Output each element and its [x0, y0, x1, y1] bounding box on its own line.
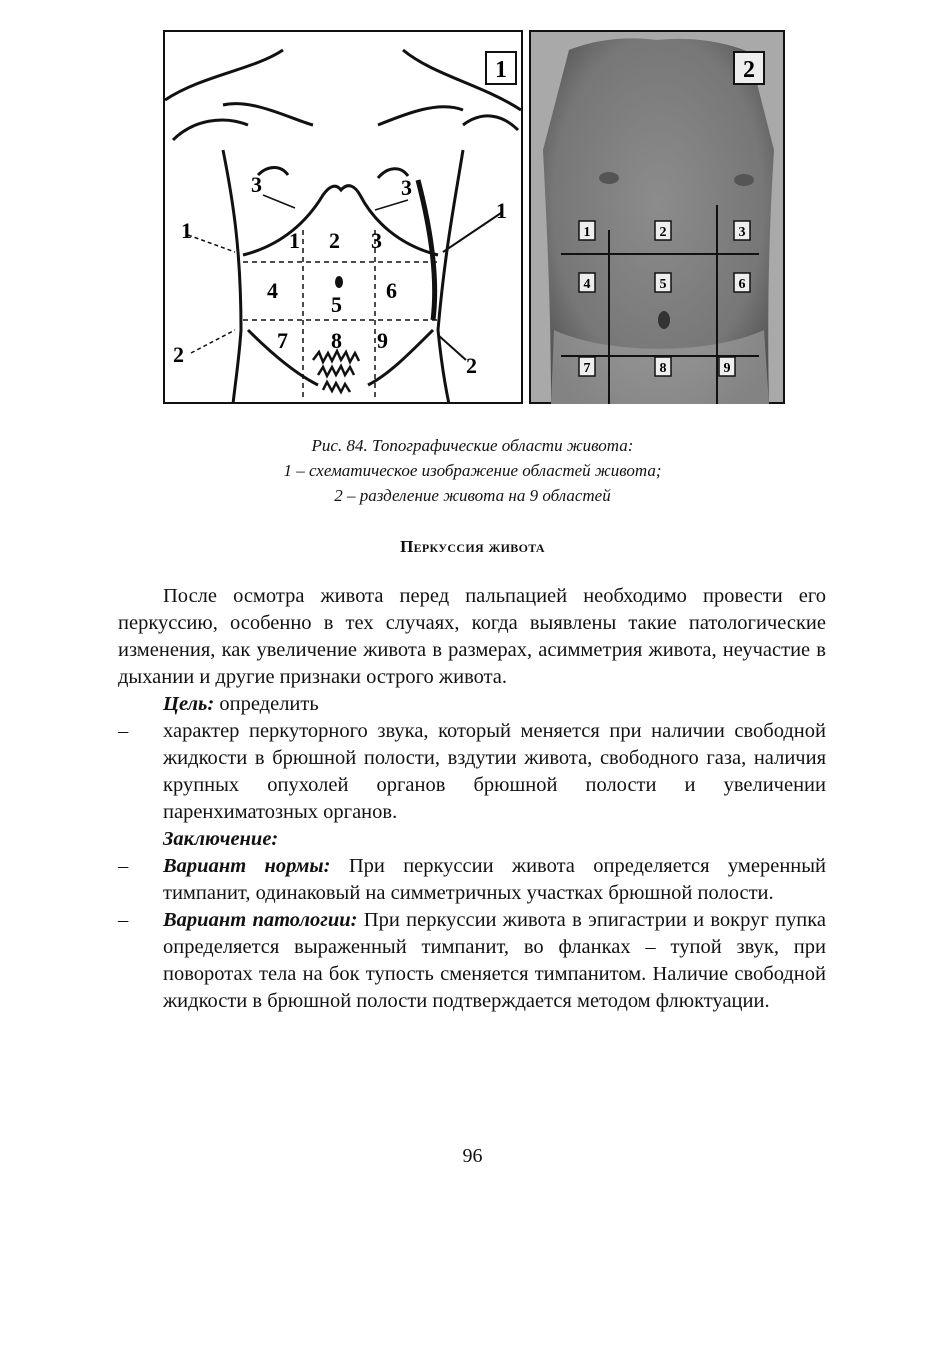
page-number: 96 [462, 1145, 483, 1167]
svg-text:4: 4 [583, 277, 591, 292]
label-2-right: 2 [466, 353, 477, 378]
caption-line-3: 2 – разделение живота на 9 областей [334, 486, 611, 505]
region-box-3 [734, 221, 750, 240]
region-box-5 [655, 273, 671, 292]
caption-line-1: Рис. 84. Топографические области живота: [311, 436, 634, 455]
svg-text:2: 2 [659, 225, 667, 240]
label-3-inner: 3 [371, 228, 382, 253]
region-box-4 [579, 273, 595, 292]
figure-84 [163, 30, 785, 404]
panel1-label: 1 [495, 57, 507, 83]
label-3-left: 3 [251, 172, 262, 197]
goal-label: Цель: [163, 693, 215, 715]
label-7: 7 [277, 328, 288, 353]
variant-norm-item [118, 853, 826, 907]
region-box-2 [655, 221, 671, 240]
label-2-center: 2 [329, 228, 340, 253]
label-8: 8 [331, 328, 342, 353]
svg-text:9: 9 [723, 361, 731, 376]
variant-pathology-label: Вариант патологии: [163, 909, 358, 931]
variant-pathology-text: При перкуссии живота в эпигастрии и вокруг пупка определяется выраженный тимпанит, во фланках – тупой звук, при поворотах тела на бок тупость сменяется тимпанитом. Наличие свободной жидкости в брюшной полости подтверждается методом флюктуации. [163, 909, 827, 1012]
conclusion-line [118, 826, 826, 853]
svg-text:8: 8 [659, 361, 667, 376]
conclusion-label: Заключение: [163, 828, 279, 850]
svg-text:7: 7 [583, 361, 591, 376]
variant-pathology-item [118, 907, 826, 1015]
region-box-6 [734, 273, 750, 292]
goal-text: определить [214, 693, 319, 715]
caption-line-2: 1 – схематическое изображение областей живота; [283, 461, 662, 480]
label-2-left: 2 [173, 342, 184, 367]
list-dash: – [118, 720, 129, 742]
body-text [118, 583, 826, 1015]
goal-list-item [118, 718, 826, 826]
label-1-inner: 1 [289, 228, 300, 253]
svg-text:5: 5 [659, 277, 667, 292]
region-box-7 [579, 357, 595, 376]
svg-text:6: 6 [738, 277, 746, 292]
region-box-1 [579, 221, 595, 240]
goal-line [118, 691, 826, 718]
list-dash: – [118, 909, 129, 931]
svg-text:1: 1 [583, 225, 591, 240]
section-heading: Перкуссия живота [400, 537, 545, 556]
panel2-label: 2 [743, 57, 755, 83]
intro-paragraph: После осмотра живота перед пальпацией необходимо провести его перкуссию, особенно в тех случаях, когда выявлены такие патологические изменения, как увеличение живота в размерах, асимметрия живота, неучастие в дыхании и другие признаки острого живота. [118, 585, 826, 688]
label-3-right: 3 [401, 175, 412, 200]
label-5: 5 [331, 292, 342, 317]
label-1-left: 1 [181, 218, 192, 243]
label-4: 4 [267, 278, 278, 303]
region-box-9 [719, 357, 735, 376]
label-1-right: 1 [496, 198, 507, 223]
photo-abdomen-regions-figure [529, 30, 785, 404]
schematic-abdomen-figure [163, 30, 523, 404]
figure-caption [0, 433, 945, 508]
svg-text:3: 3 [738, 225, 746, 240]
label-6: 6 [386, 278, 397, 303]
list-dash: – [118, 855, 129, 877]
variant-norm-text: При перкуссии живота определяется умеренный тимпанит, одинаковый на симметричных участках брюшной полости. [163, 855, 827, 904]
region-box-8 [655, 357, 671, 376]
variant-norm-label: Вариант нормы: [163, 855, 331, 877]
goal-item-text: характер перкуторного звука, который меняется при наличии свободной жидкости в брюшной полости, вздутии живота, свободного газа, наличия крупных опухолей органов брюшной полости и увеличении паренхиматозных органов. [163, 720, 826, 823]
label-9: 9 [377, 328, 388, 353]
